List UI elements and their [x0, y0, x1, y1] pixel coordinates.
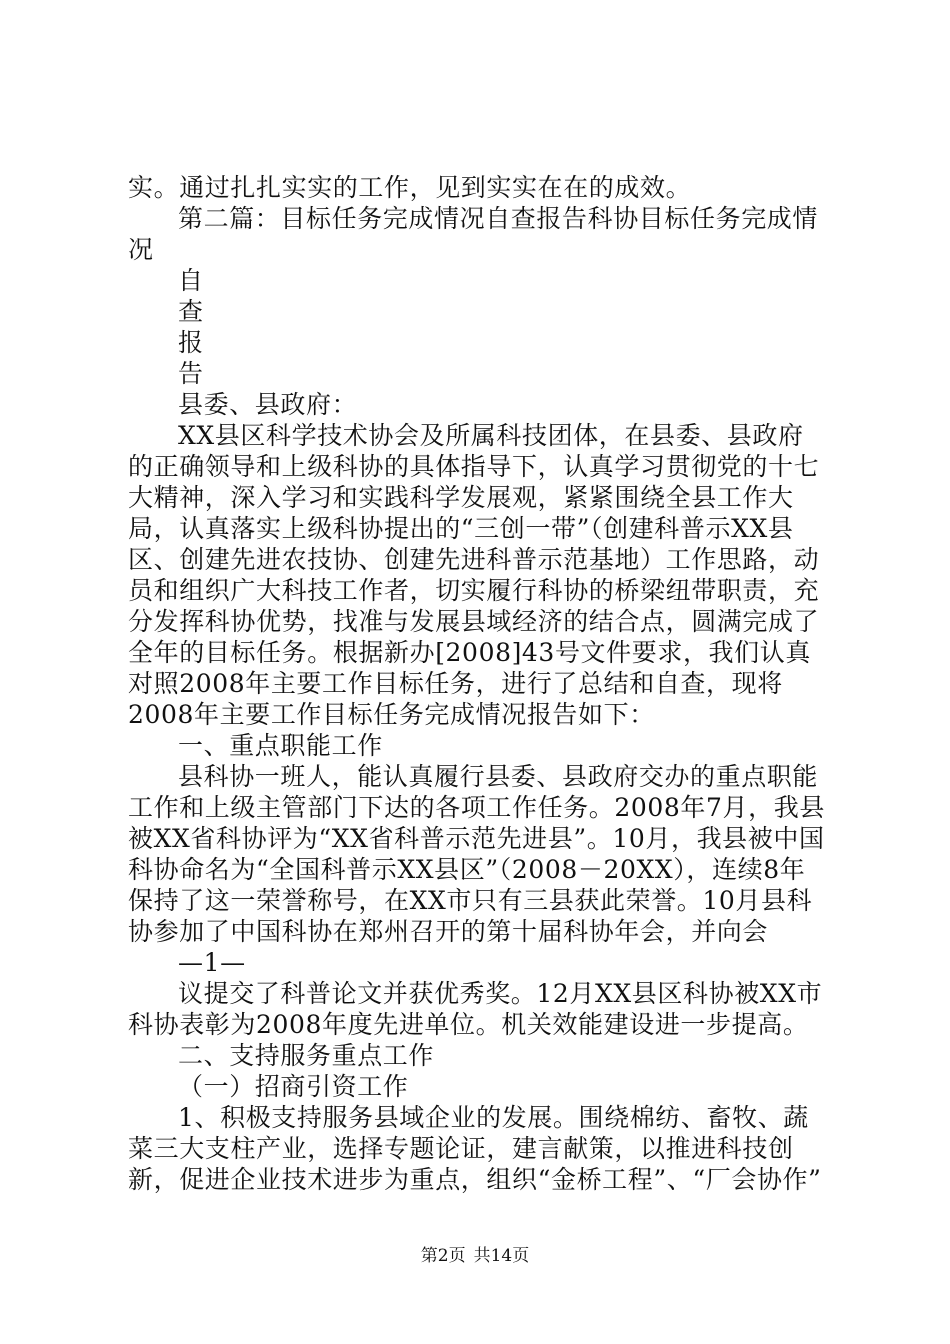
page-total: 共14页 — [473, 1246, 530, 1266]
title-char-2: 查 — [178, 297, 204, 326]
paragraph-intro: XX县区科学技术协会及所属科技团体，在县委、县政府的正确领导和上级科协的具体指导下，认真学习贯彻党的十七大精神，深入学习和实践科学发展观，紧紧围绕全县工作大局，认真落实上级科协提出的“三创一带”（创建科普示XX县区、创建先进农技协、创建先进科普示范基地）工作思路，动员和组织广大科技工作者，切实履行科协的桥梁纽带职责，充分发挥科协优势，找准与发展县域经济的结合点，圆满完成了全年的目标任务。根据新办[2008]43号文件要求，我们认真对照2008年主要工作目标任务，进行了总结和自查，现将2008年主要工作目标任务完成情况报告如下： — [128, 421, 820, 729]
page-footer — [0, 1246, 950, 1266]
title-char-1: 自 — [178, 266, 204, 295]
paragraph-awards: 议提交了科普论文并获优秀奖。12月XX县区科协被XX市科协表彰为2008年度先进单位。机关效能建设进一步提高。 — [128, 979, 823, 1039]
section-heading-2: 二、支持服务重点工作 — [178, 1041, 435, 1070]
chapter-title: 第二篇：目标任务完成情况自查报告科协目标任务完成情况 — [128, 204, 819, 264]
section-heading-1: 一、重点职能工作 — [178, 731, 383, 760]
salutation: 县委、县政府： — [178, 390, 358, 419]
page-number: 第2页 — [420, 1246, 466, 1266]
paragraph-enterprise-support: 1、积极支持服务县域企业的发展。围绕棉纺、畜牧、蔬菜三大支柱产业，选择专题论证，建言献策，以推进科技创新，促进企业技术进步为重点，组织“金桥工程”、“厂会协作” — [128, 1103, 822, 1194]
paragraph-core-work: 县科协一班人，能认真履行县委、县政府交办的重点职能工作和上级主管部门下达的各项工作任务。2008年7月，我县被XX省科协评为“XX省科普示范先进县”。10月，我县被中国科协命名为“全国科普示XX县区”（2008－20XX），连续8年保持了这一荣誉称号，在XX市只有三县获此荣誉。10月县科协参加了中国科协在郑州召开的第十届科协年会，并向会 — [128, 762, 825, 946]
continuation-text: 实。通过扎扎实实的工作，见到实实在在的成效。 — [128, 173, 692, 202]
inline-page-number: —1— — [178, 948, 246, 977]
document-body — [128, 172, 828, 1195]
title-char-4: 告 — [178, 359, 204, 388]
subsection-heading: （一）招商引资工作 — [178, 1072, 409, 1101]
title-char-3: 报 — [178, 328, 204, 357]
